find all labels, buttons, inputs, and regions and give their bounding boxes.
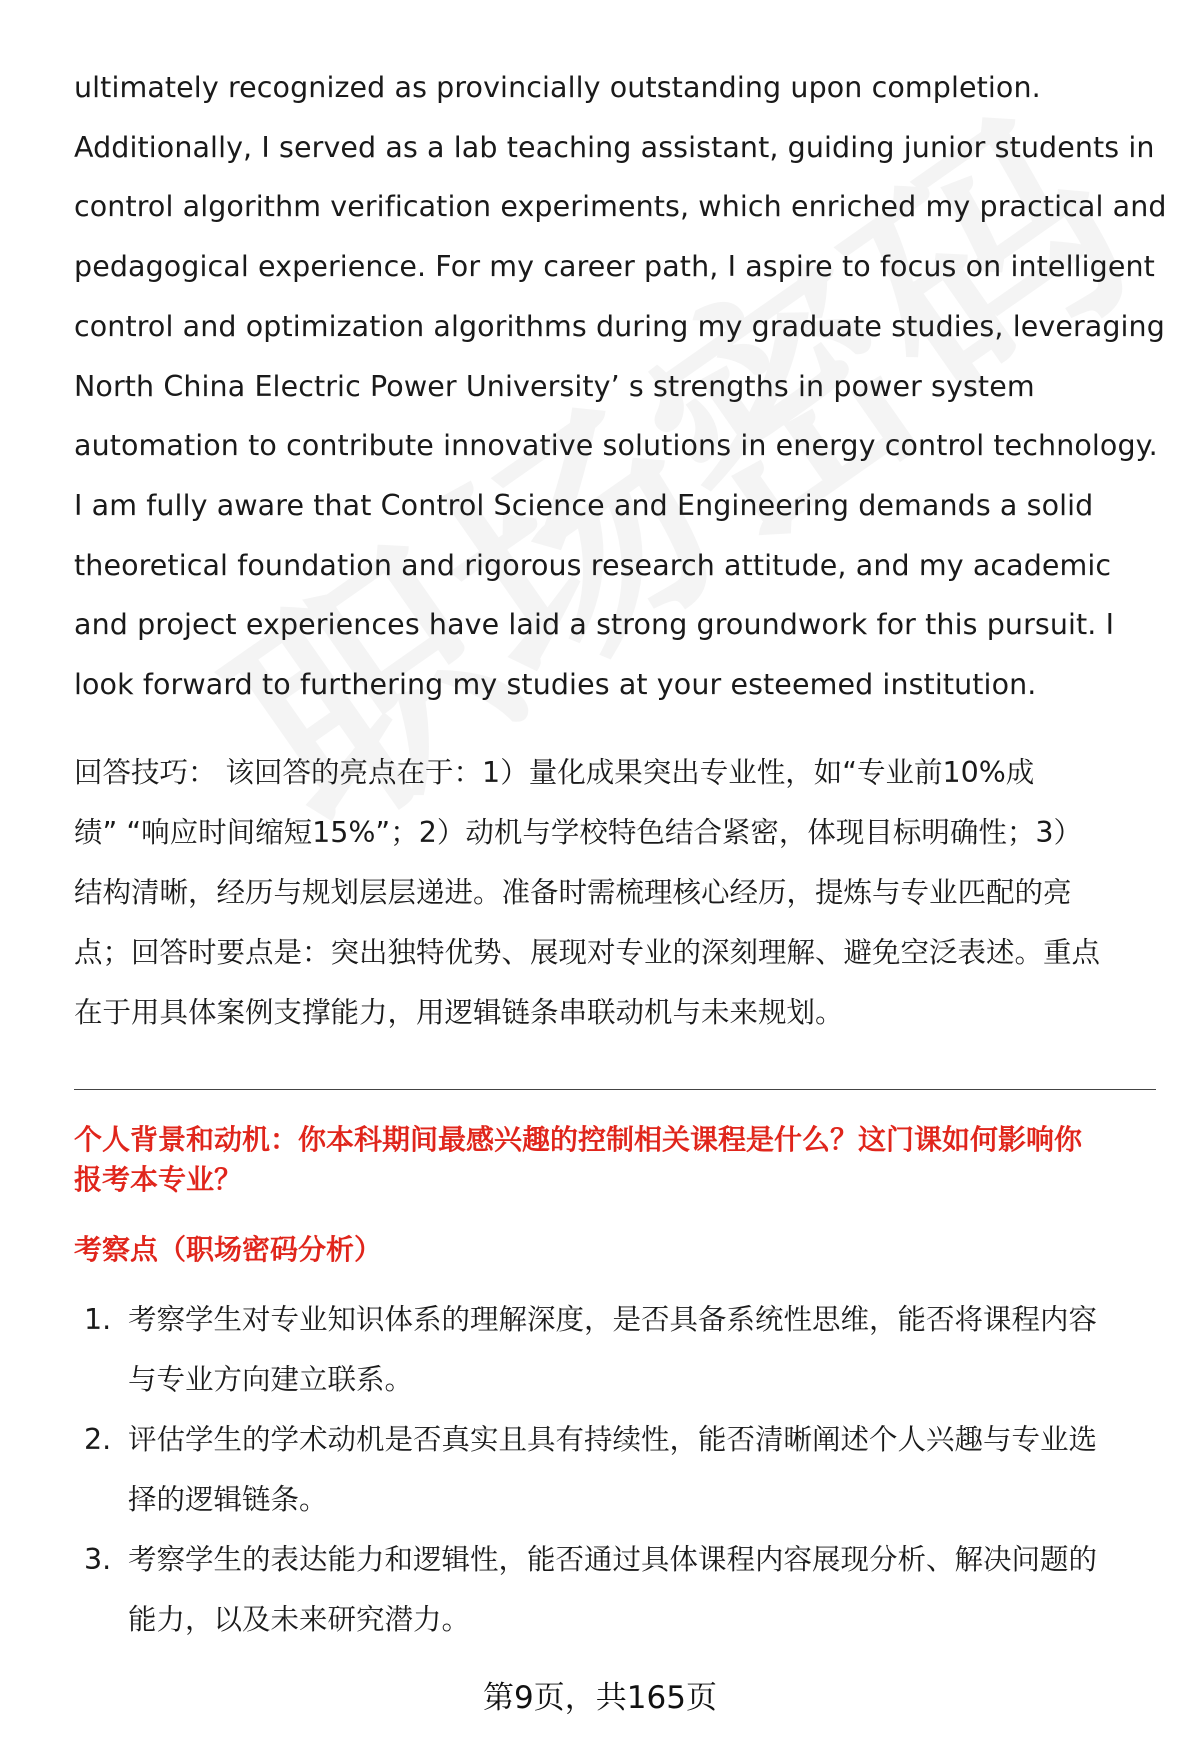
question-heading bbox=[74, 1120, 1160, 1200]
list-item bbox=[74, 1410, 1160, 1530]
section-divider bbox=[74, 1089, 1156, 1090]
text-line: ultimately recognized as provincially outstanding upon completion. bbox=[74, 71, 1041, 104]
assessment-points-list bbox=[74, 1290, 1160, 1650]
text-line: 回答技巧： 该回答的亮点在于：1）量化成果突出专业性，如“专业前10%成 bbox=[74, 755, 1035, 789]
text-line: and project experiences have laid a strong groundwork for this pursuit. I bbox=[74, 608, 1115, 642]
text-line: theoretical foundation and rigorous research attitude, and my academic bbox=[74, 548, 1112, 582]
document-page bbox=[74, 58, 1167, 1650]
text-line: Additionally, I served as a lab teaching assistant, guiding junior students in bbox=[74, 130, 1155, 164]
text-line: pedagogical experience. For my career path, I aspire to focus on intelligent bbox=[74, 250, 1155, 284]
page-number-footer: 第9页，共165页 bbox=[483, 1680, 717, 1716]
text-line: 择的逻辑链条。 bbox=[128, 1482, 328, 1516]
text-line: 考察学生的表达能力和逻辑性，能否通过具体课程内容展现分析、解决问题的 bbox=[128, 1542, 1098, 1576]
question-line: 报考本专业？ bbox=[74, 1162, 243, 1196]
list-number: 3. bbox=[84, 1542, 112, 1576]
text-line: North China Electric Power University’ s strengths in power system bbox=[74, 369, 1035, 403]
answer-tips-paragraph bbox=[74, 743, 1160, 1043]
english-answer-paragraph bbox=[74, 58, 1167, 715]
assessment-points-title: 考察点（职场密码分析） bbox=[74, 1232, 383, 1266]
text-line: 能力，以及未来研究潜力。 bbox=[128, 1602, 471, 1636]
list-number: 2. bbox=[84, 1422, 112, 1456]
text-line: 在于用具体案例支撑能力，用逻辑链条串联动机与未来规划。 bbox=[74, 995, 844, 1029]
list-number: 1. bbox=[84, 1302, 112, 1336]
text-line: control and optimization algorithms during my graduate studies, leveraging bbox=[74, 309, 1165, 343]
text-line: 考察学生对专业知识体系的理解深度，是否具备系统性思维，能否将课程内容 bbox=[128, 1302, 1098, 1336]
text-line: 评估学生的学术动机是否真实且具有持续性，能否清晰阐述个人兴趣与专业选 bbox=[128, 1422, 1098, 1456]
question-line: 个人背景和动机：你本科期间最感兴趣的控制相关课程是什么？这门课如何影响你 bbox=[74, 1122, 1083, 1156]
text-line: look forward to furthering my studies at your esteemed institution. bbox=[74, 668, 1037, 702]
list-item bbox=[74, 1290, 1160, 1410]
list-item bbox=[74, 1530, 1160, 1650]
text-line: I am fully aware that Control Science and Engineering demands a solid bbox=[74, 488, 1094, 522]
text-line: 绩” “响应时间缩短15%”；2）动机与学校特色结合紧密，体现目标明确性；3） bbox=[74, 815, 1082, 849]
text-line: control algorithm verification experiments, which enriched my practical and bbox=[74, 190, 1167, 224]
text-line: 点；回答时要点是：突出独特优势、展现对专业的深刻理解、避免空泛表述。重点 bbox=[74, 935, 1101, 969]
text-line: 与专业方向建立联系。 bbox=[128, 1362, 414, 1396]
text-line: 结构清晰，经历与规划层层递进。准备时需梳理核心经历，提炼与专业匹配的亮 bbox=[74, 875, 1072, 909]
text-line: automation to contribute innovative solutions in energy control technology. bbox=[74, 429, 1158, 463]
